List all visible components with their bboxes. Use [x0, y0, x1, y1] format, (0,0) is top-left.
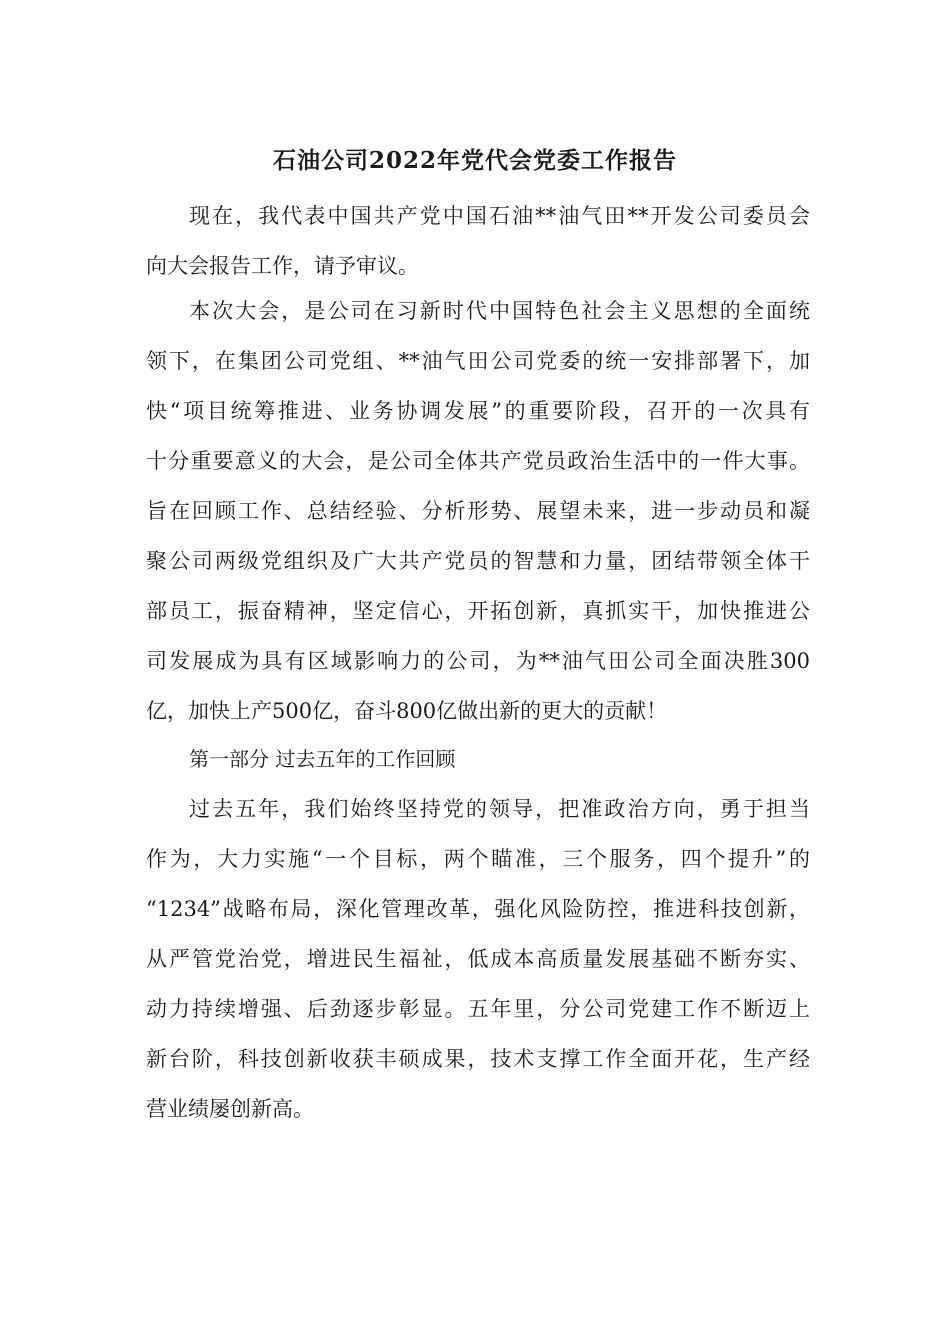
paragraph-line: 动力持续增强、后劲逐步彰显。五年里，分公司党建工作不断迈上	[146, 997, 810, 1021]
paragraph-line: 现在，我代表中国共产党中国石油**油气田**开发公司委员会	[189, 204, 810, 228]
paragraph-line: 过去五年，我们始终坚持党的领导，把准政治方向，勇于担当	[189, 797, 810, 821]
paragraph-line: 营业绩屡创新高。	[146, 1097, 314, 1121]
paragraph-line: 从严管党治党，增进民生福祉，低成本高质量发展基础不断夯实、	[146, 947, 810, 971]
paragraph-line: 新台阶，科技创新收获丰硕成果，技术支撑工作全面开花，生产经	[146, 1047, 810, 1071]
paragraph-line: 本次大会，是公司在习新时代中国特色社会主义思想的全面统	[189, 299, 810, 323]
document-title: 石油公司2022年党代会党委工作报告	[272, 147, 677, 174]
paragraph-line: 亿，加快上产500亿，奋斗800亿做出新的更大的贡献！	[146, 699, 668, 723]
paragraph-line: 向大会报告工作，请予审议。	[146, 254, 419, 278]
paragraph-line: 十分重要意义的大会，是公司全体共产党员政治生活中的一件大事。	[146, 449, 810, 473]
paragraph-line: “1234”战略布局，深化管理改革，强化风险防控，推进科技创新，	[146, 897, 810, 921]
paragraph-line: 作为，大力实施“一个目标，两个瞄准，三个服务，四个提升”的	[146, 847, 810, 871]
paragraph-line: 旨在回顾工作、总结经验、分析形势、展望未来，进一步动员和凝	[146, 499, 810, 523]
paragraph-line: 司发展成为具有区域影响力的公司，为**油气田公司全面决胜300	[146, 649, 810, 673]
paragraph-line: 快“项目统筹推进、业务协调发展”的重要阶段，召开的一次具有	[146, 399, 810, 423]
section-heading: 第一部分 过去五年的工作回顾	[189, 747, 456, 771]
paragraph-line: 部员工，振奋精神，坚定信心，开拓创新，真抓实干，加快推进公	[146, 599, 810, 623]
paragraph-line: 领下，在集团公司党组、**油气田公司党委的统一安排部署下，加	[146, 349, 810, 373]
paragraph-line: 聚公司两级党组织及广大共产党员的智慧和力量，团结带领全体干	[146, 549, 810, 573]
